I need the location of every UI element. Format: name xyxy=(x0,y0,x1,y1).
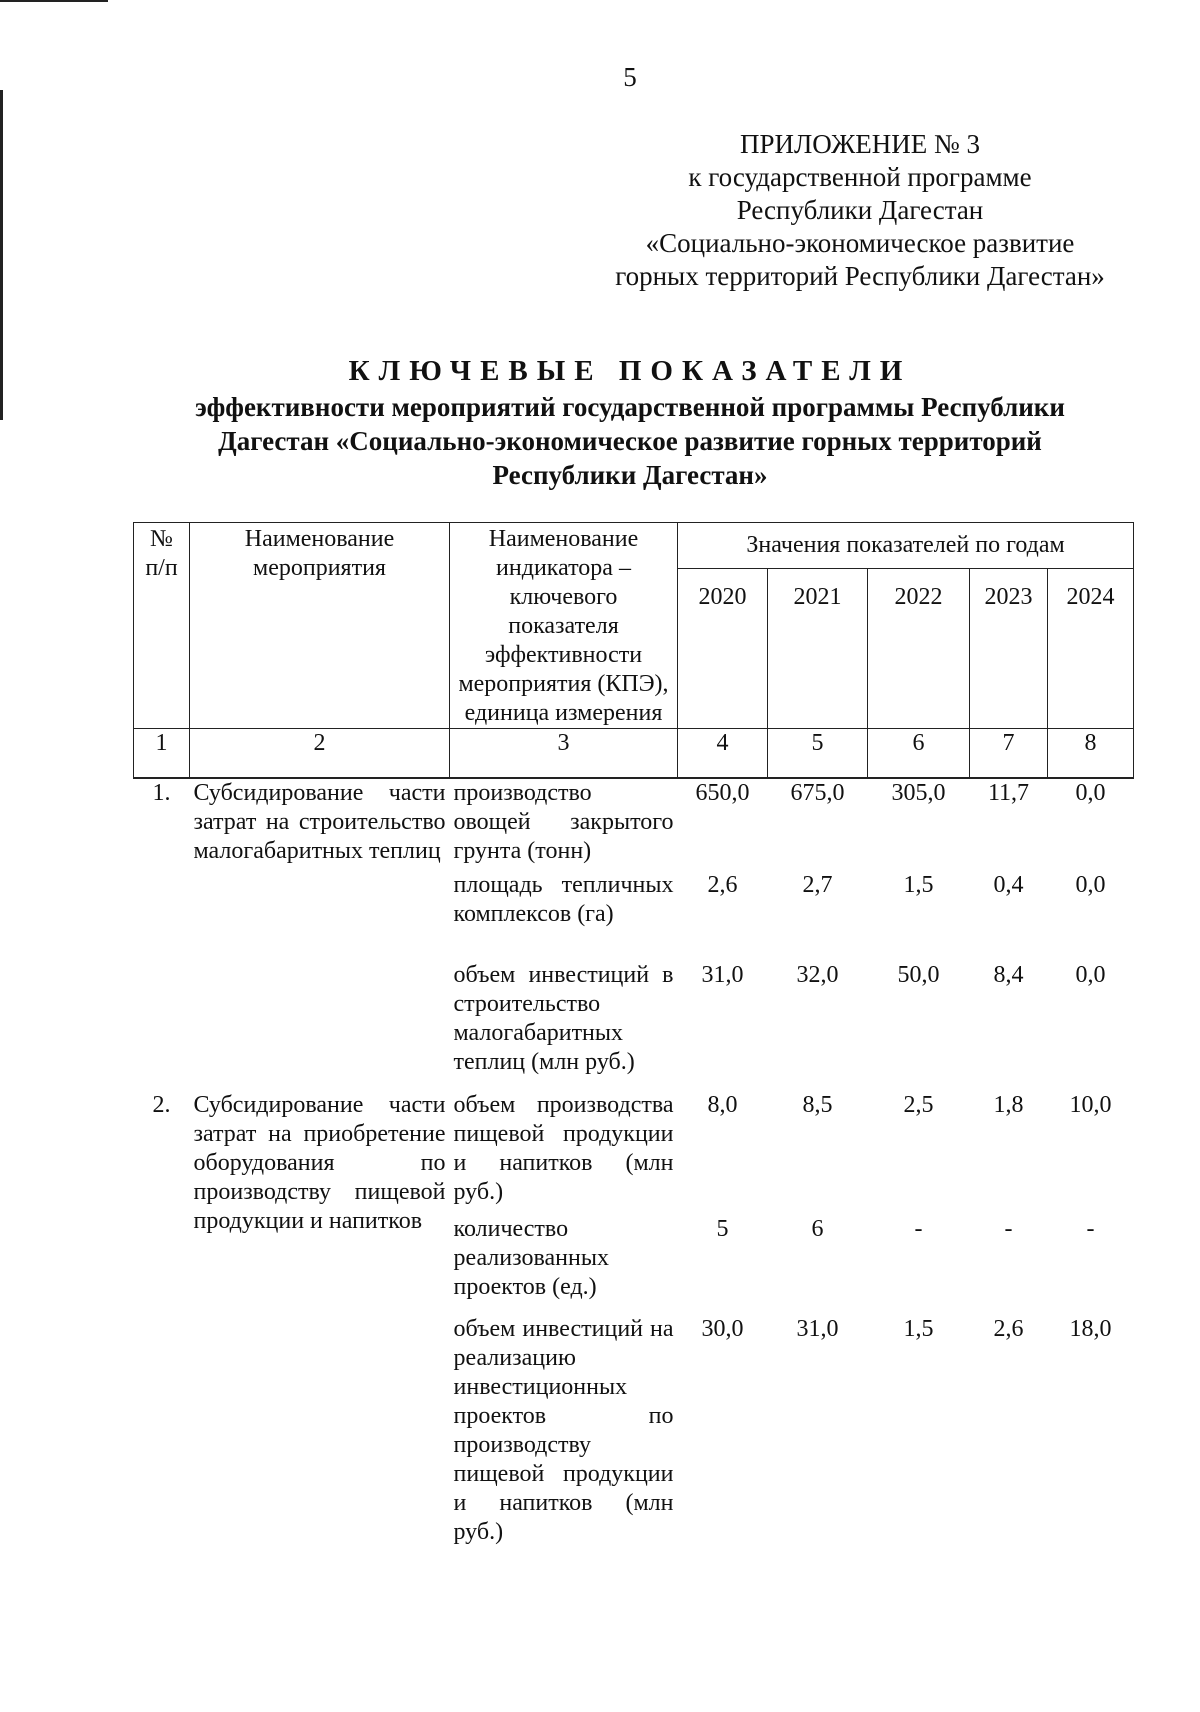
row-number: 2. xyxy=(152,1092,171,1118)
header-year: 2021 xyxy=(768,568,868,728)
column-number-row xyxy=(134,729,1134,779)
value-cell: 2,7 xyxy=(802,872,833,898)
value-cell: 2,6 xyxy=(707,872,738,898)
value-cell: 10,0 xyxy=(1069,1092,1112,1118)
indicator-name: объем инвестиций в строительство малогабаритных теплиц (млн руб.) xyxy=(453,962,674,1075)
subtitle-line-3: Республики Дагестан» xyxy=(492,460,768,490)
appendix-line-2: к государственной программе xyxy=(688,162,1032,192)
column-number: 3 xyxy=(450,729,678,779)
indicator-name: количество реализованных проектов (ед.) xyxy=(453,1216,609,1300)
indicator-name: площадь тепличных комплексов (га) xyxy=(453,872,674,927)
value-cell: 8,0 xyxy=(707,1092,738,1118)
value-cell: 32,0 xyxy=(796,962,839,988)
value-cell: 305,0 xyxy=(891,780,946,806)
value-cell: 8,4 xyxy=(993,962,1024,988)
column-number: 2 xyxy=(190,729,450,779)
document-subtitle xyxy=(160,390,1100,492)
indicator-name: объем инвестиций на реализацию инвестиционных проектов по производству пищевой продукции и напитков (млн руб.) xyxy=(453,1316,674,1545)
value-cell: 0,0 xyxy=(1075,872,1106,898)
page-number: 5 xyxy=(623,62,637,92)
column-number: 1 xyxy=(134,729,190,779)
column-number: 6 xyxy=(868,729,970,779)
row-number: 1. xyxy=(152,780,171,806)
header-year: 2023 xyxy=(970,568,1048,728)
value-cell: 650,0 xyxy=(695,780,750,806)
indicator-name: объем производства пищевой продукции и напитков (млн руб.) xyxy=(453,1092,674,1205)
event-name: Субсидирование части затрат на приобретение оборудования по производству пищевой продукции и напитков xyxy=(193,1092,446,1234)
header-event: Наименование мероприятия xyxy=(190,523,450,729)
value-cell: 30,0 xyxy=(701,1316,744,1342)
scan-artifact-top xyxy=(0,0,108,2)
appendix-line-1: ПРИЛОЖЕНИЕ № 3 xyxy=(739,129,981,159)
subtitle-line-1: эффективности мероприятий государственной программы Республики xyxy=(195,392,1065,422)
document-title: КЛЮЧЕВЫЕ ПОКАЗАТЕЛИ xyxy=(348,355,912,387)
value-cell: 1,8 xyxy=(993,1092,1024,1118)
table-row xyxy=(134,778,1134,871)
appendix-line-4: «Социально-экономическое развитие xyxy=(645,228,1075,258)
value-cell: 0,0 xyxy=(1075,962,1106,988)
header-year: 2022 xyxy=(868,568,970,728)
column-number: 7 xyxy=(970,729,1048,779)
value-cell: 31,0 xyxy=(701,962,744,988)
value-cell: 1,5 xyxy=(903,872,934,898)
value-cell: 675,0 xyxy=(790,780,845,806)
value-cell: 18,0 xyxy=(1069,1316,1112,1342)
value-cell: 2,5 xyxy=(903,1092,934,1118)
value-cell: - xyxy=(914,1216,923,1242)
value-cell: 50,0 xyxy=(897,962,940,988)
value-cell: 8,5 xyxy=(802,1092,833,1118)
header-num: № п/п xyxy=(134,523,190,729)
value-cell: 31,0 xyxy=(796,1316,839,1342)
kpi-table xyxy=(133,522,1134,1547)
value-cell: 6 xyxy=(811,1216,824,1242)
appendix-line-3: Республики Дагестан xyxy=(736,195,984,225)
header-values-group: Значения показателей по годам xyxy=(678,523,1134,569)
appendix-line-5: горных территорий Республики Дагестан» xyxy=(615,261,1105,291)
column-number: 4 xyxy=(678,729,768,779)
table-row xyxy=(134,1091,1134,1215)
value-cell: 0,4 xyxy=(993,872,1024,898)
header-row-1 xyxy=(134,523,1134,569)
value-cell: 2,6 xyxy=(993,1316,1024,1342)
value-cell: 5 xyxy=(716,1216,729,1242)
event-name: Субсидирование части затрат на строительство малогабаритных теплиц xyxy=(193,780,446,864)
column-number: 5 xyxy=(768,729,868,779)
value-cell: 11,7 xyxy=(987,780,1030,806)
header-year: 2024 xyxy=(1048,568,1134,728)
value-cell: 1,5 xyxy=(903,1316,934,1342)
value-cell: - xyxy=(1086,1216,1095,1242)
indicator-name: производство овощей закрытого грунта (тонн) xyxy=(453,780,674,864)
column-number: 8 xyxy=(1048,729,1134,779)
appendix-heading xyxy=(580,128,1140,293)
header-indicator: Наименование индикатора – ключевого показателя эффективности мероприятия (КПЭ), единица измерения xyxy=(450,523,678,729)
value-cell: - xyxy=(1004,1216,1013,1242)
subtitle-line-2: Дагестан «Социально-экономическое развитие горных территорий xyxy=(218,426,1042,456)
header-year: 2020 xyxy=(678,568,768,728)
value-cell: 0,0 xyxy=(1075,780,1106,806)
